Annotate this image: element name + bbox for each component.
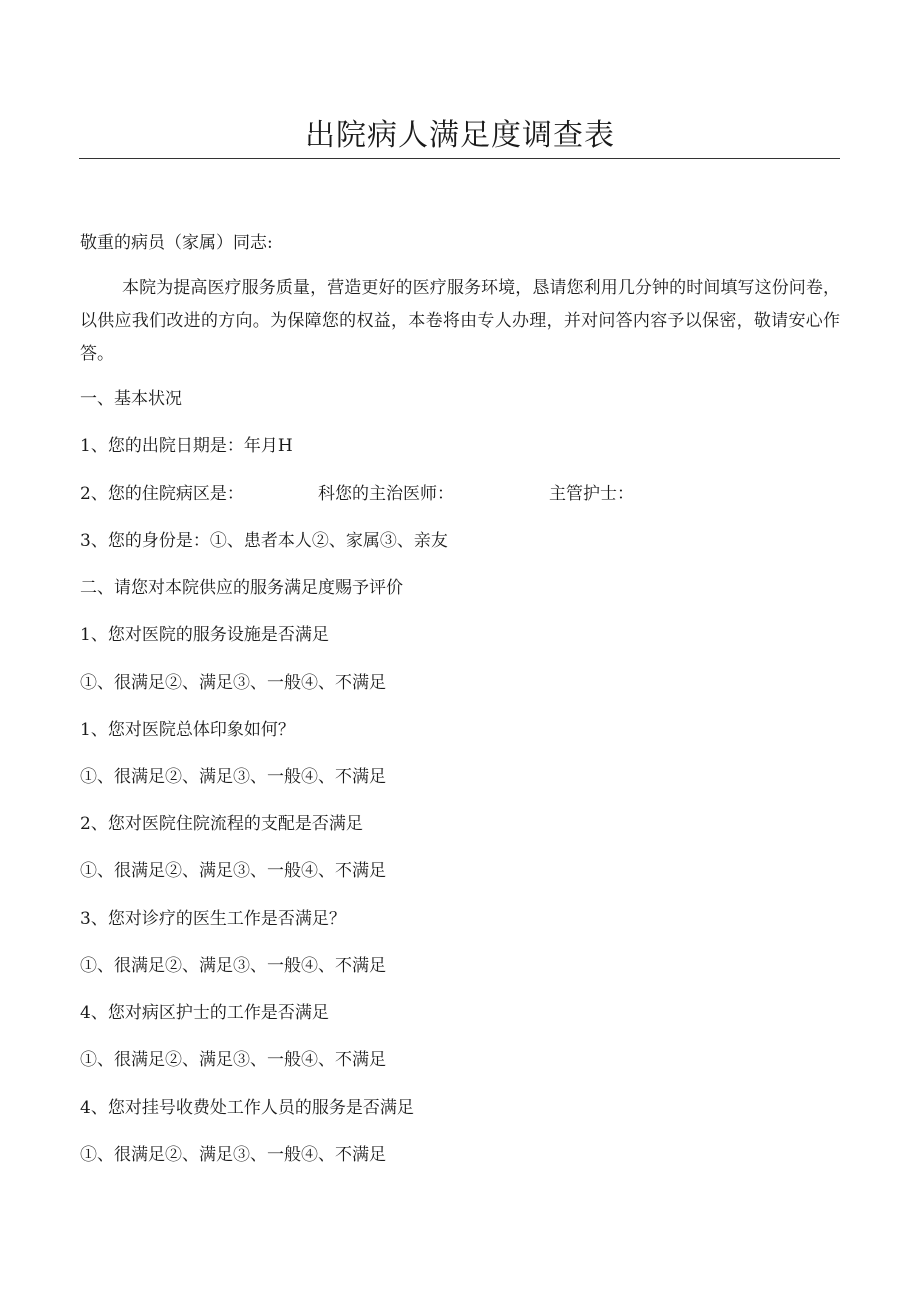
greeting: 敬重的病员（家属）同志: (80, 233, 273, 253)
section2-heading: 二、请您对本院供应的服务满足度赐予评价 (80, 578, 403, 598)
doctor-label: 科您的主治医师： (318, 484, 454, 504)
ward-label: 2、您的住院病区是： (80, 484, 244, 504)
nurse-label: 主管护士： (549, 484, 634, 504)
answer-options: ①、很满足②、满足③、一般④、不满足 (80, 956, 386, 976)
intro-paragraph: 本院为提高医疗服务质量，营造更好的医疗服务环境，恳请您利用几分钟的时间填写这份问卷，以供应我们改进的方向。为保障您的权益，本卷将由专人办理，并对问答内容予以保密，敬请安心作答。 (80, 278, 840, 364)
question-ward-doctor-nurse (80, 482, 634, 506)
question-identity: 3、您的身份是：①、患者本人②、家属③、亲友 (80, 531, 448, 551)
answer-options: ①、很满足②、满足③、一般④、不满足 (80, 767, 386, 787)
question-item: 4、您对挂号收费处工作人员的服务是否满足 (80, 1098, 414, 1118)
question-discharge-date: 1、您的出院日期是：年月H (80, 436, 293, 456)
question-item: 1、您对医院的服务设施是否满足 (80, 625, 329, 645)
answer-options: ①、很满足②、满足③、一般④、不满足 (80, 673, 386, 693)
answer-options: ①、很满足②、满足③、一般④、不满足 (80, 1050, 386, 1070)
question-item: 4、您对病区护士的工作是否满足 (80, 1003, 329, 1023)
answer-options: ①、很满足②、满足③、一般④、不满足 (80, 1145, 386, 1165)
section1-heading: 一、基本状况 (80, 389, 182, 409)
answer-options: ①、很满足②、满足③、一般④、不满足 (80, 861, 386, 881)
title-divider (79, 158, 840, 159)
page-title: 出院病人满足度调查表 (305, 118, 615, 153)
question-item: 3、您对诊疗的医生工作是否满足？ (80, 909, 346, 929)
question-item: 2、您对医院住院流程的支配是否满足 (80, 814, 363, 834)
question-item: 1、您对医院总体印象如何？ (80, 720, 295, 740)
